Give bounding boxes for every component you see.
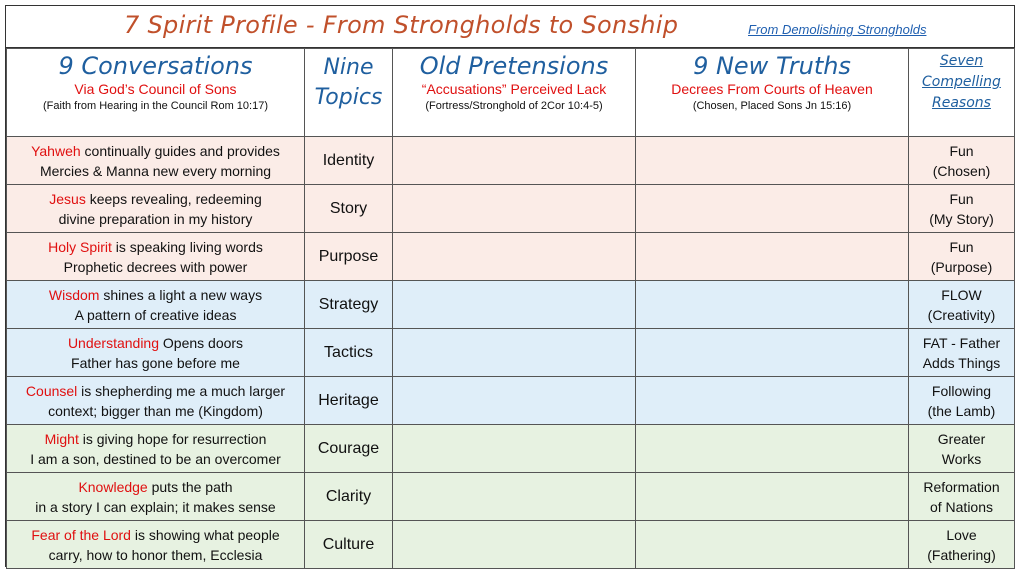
table-row — [7, 521, 1015, 569]
profile-sheet — [5, 5, 1015, 567]
conversation-text: divine preparation in my history — [58, 210, 253, 227]
header-reasons-line2: Compelling — [922, 74, 1001, 90]
conversation-text: Prophetic decrees with power — [63, 258, 248, 275]
reason-cell — [909, 329, 1015, 377]
header-reasons-line1: Seven — [939, 53, 984, 69]
table-row — [7, 185, 1015, 233]
old-pretension-cell[interactable] — [393, 521, 636, 569]
header-conversations-title: 9 Conversations — [58, 52, 253, 80]
topic-cell: Tactics — [305, 329, 393, 377]
reason-cell — [909, 233, 1015, 281]
reason-line: Reformation — [923, 478, 1000, 495]
old-pretension-cell[interactable] — [393, 425, 636, 473]
old-pretension-cell[interactable] — [393, 185, 636, 233]
header-pretensions-note: (Fortress/Stronghold of 2Cor 10:4-5) — [425, 100, 603, 112]
new-truth-cell[interactable] — [636, 281, 909, 329]
topic-cell: Identity — [305, 137, 393, 185]
conversation-text: in a story I can explain; it makes sense — [35, 498, 276, 515]
spirit-name: Fear of the Lord — [31, 526, 131, 543]
header-truths — [636, 49, 909, 137]
header-pretensions-title: Old Pretensions — [419, 52, 609, 80]
topic-cell: Strategy — [305, 281, 393, 329]
reason-line: Adds Things — [922, 354, 1001, 371]
topic-cell: Culture — [305, 521, 393, 569]
reason-line: FLOW — [941, 286, 982, 303]
reason-line: Greater — [937, 430, 986, 447]
table-row — [7, 233, 1015, 281]
table-row — [7, 137, 1015, 185]
reason-line: Works — [941, 450, 982, 467]
reason-cell — [909, 377, 1015, 425]
header-conversations-subtitle: Via God’s Council of Sons — [74, 81, 237, 97]
header-reasons — [909, 49, 1015, 137]
conversation-cell — [7, 425, 305, 473]
header-topics-line2: Topics — [314, 85, 383, 110]
table-row — [7, 473, 1015, 521]
conversation-cell — [7, 521, 305, 569]
old-pretension-cell[interactable] — [393, 137, 636, 185]
new-truth-cell[interactable] — [636, 425, 909, 473]
reason-cell — [909, 185, 1015, 233]
topic-cell: Story — [305, 185, 393, 233]
conversation-text: continually guides and provides — [80, 142, 280, 159]
spirit-name: Might — [44, 430, 79, 447]
new-truth-cell[interactable] — [636, 377, 909, 425]
new-truth-cell[interactable] — [636, 473, 909, 521]
reason-line: (My Story) — [929, 210, 994, 227]
old-pretension-cell[interactable] — [393, 377, 636, 425]
conversation-cell — [7, 233, 305, 281]
source-link[interactable]: From Demolishing Strongholds — [748, 22, 927, 37]
conversation-cell — [7, 137, 305, 185]
new-truth-cell[interactable] — [636, 329, 909, 377]
reason-line: Fun — [949, 238, 974, 255]
table-row — [7, 425, 1015, 473]
header-reasons-line3: Reasons — [932, 95, 991, 111]
reason-line: of Nations — [929, 498, 994, 515]
new-truth-cell[interactable] — [636, 185, 909, 233]
table-row — [7, 281, 1015, 329]
conversation-cell — [7, 377, 305, 425]
spirit-name: Jesus — [49, 190, 86, 207]
reason-line: (Creativity) — [927, 306, 996, 323]
topic-cell: Heritage — [305, 377, 393, 425]
topic-cell: Clarity — [305, 473, 393, 521]
table-row — [7, 329, 1015, 377]
header-topics-line1: Nine — [323, 55, 374, 80]
spirit-name: Counsel — [25, 382, 78, 399]
old-pretension-cell[interactable] — [393, 473, 636, 521]
header-truths-subtitle: Decrees From Courts of Heaven — [671, 81, 873, 97]
conversation-text: Opens doors — [159, 334, 244, 351]
conversation-text: keeps revealing, redeeming — [85, 190, 262, 207]
reason-line: Following — [931, 382, 992, 399]
conversation-cell — [7, 329, 305, 377]
spirit-name: Understanding — [67, 334, 159, 351]
spirit-name: Knowledge — [78, 478, 148, 495]
new-truth-cell[interactable] — [636, 233, 909, 281]
reason-cell — [909, 473, 1015, 521]
conversation-text: is showing what people — [130, 526, 280, 543]
header-truths-title: 9 New Truths — [693, 52, 851, 80]
conversation-text: context; bigger than me (Kingdom) — [48, 402, 263, 419]
conversation-text: I am a son, destined to be an overcomer — [30, 450, 281, 467]
reason-line: (the Lamb) — [927, 402, 996, 419]
header-topics — [305, 49, 393, 137]
conversation-text: is speaking living words — [111, 238, 263, 255]
topic-cell: Courage — [305, 425, 393, 473]
header-pretensions — [393, 49, 636, 137]
conversation-text: puts the path — [147, 478, 233, 495]
conversation-text: is giving hope for resurrection — [78, 430, 267, 447]
old-pretension-cell[interactable] — [393, 281, 636, 329]
old-pretension-cell[interactable] — [393, 233, 636, 281]
topic-cell: Purpose — [305, 233, 393, 281]
conversation-text: shines a light a new ways — [99, 286, 263, 303]
reason-cell — [909, 137, 1015, 185]
spirit-name: Wisdom — [48, 286, 100, 303]
reason-line: (Chosen) — [932, 162, 991, 179]
header-conversations — [7, 49, 305, 137]
conversation-text: A pattern of creative ideas — [74, 306, 237, 323]
new-truth-cell[interactable] — [636, 137, 909, 185]
conversation-cell — [7, 185, 305, 233]
old-pretension-cell[interactable] — [393, 329, 636, 377]
header-row — [7, 49, 1015, 137]
conversation-text: carry, how to honor them, Ecclesia — [48, 546, 263, 563]
conversation-cell — [7, 281, 305, 329]
reason-line: Fun — [949, 190, 974, 207]
page-title: 7 Spirit Profile - From Strongholds to Sonship — [124, 11, 679, 39]
reason-line: FAT - Father — [922, 334, 1001, 351]
reason-line: Fun — [949, 142, 974, 159]
header-conversations-note: (Faith from Hearing in the Council Rom 10:17) — [43, 100, 268, 112]
reason-cell — [909, 425, 1015, 473]
title-bar — [6, 6, 1014, 48]
conversation-cell — [7, 473, 305, 521]
conversation-text: Mercies & Manna new every morning — [39, 162, 272, 179]
reason-cell — [909, 521, 1015, 569]
table-row — [7, 377, 1015, 425]
new-truth-cell[interactable] — [636, 521, 909, 569]
spirit-name: Holy Spirit — [48, 238, 112, 255]
reason-line: (Fathering) — [927, 546, 996, 563]
conversation-text: Father has gone before me — [71, 354, 240, 371]
reason-line: Love — [946, 526, 977, 543]
reason-cell — [909, 281, 1015, 329]
header-pretensions-subtitle: “Accusations” Perceived Lack — [421, 81, 607, 97]
profile-table — [6, 48, 1015, 569]
reason-line: (Purpose) — [930, 258, 993, 275]
conversation-text: is shepherding me a much larger — [77, 382, 286, 399]
spirit-name: Yahweh — [31, 142, 81, 159]
header-truths-note: (Chosen, Placed Sons Jn 15:16) — [692, 100, 852, 112]
